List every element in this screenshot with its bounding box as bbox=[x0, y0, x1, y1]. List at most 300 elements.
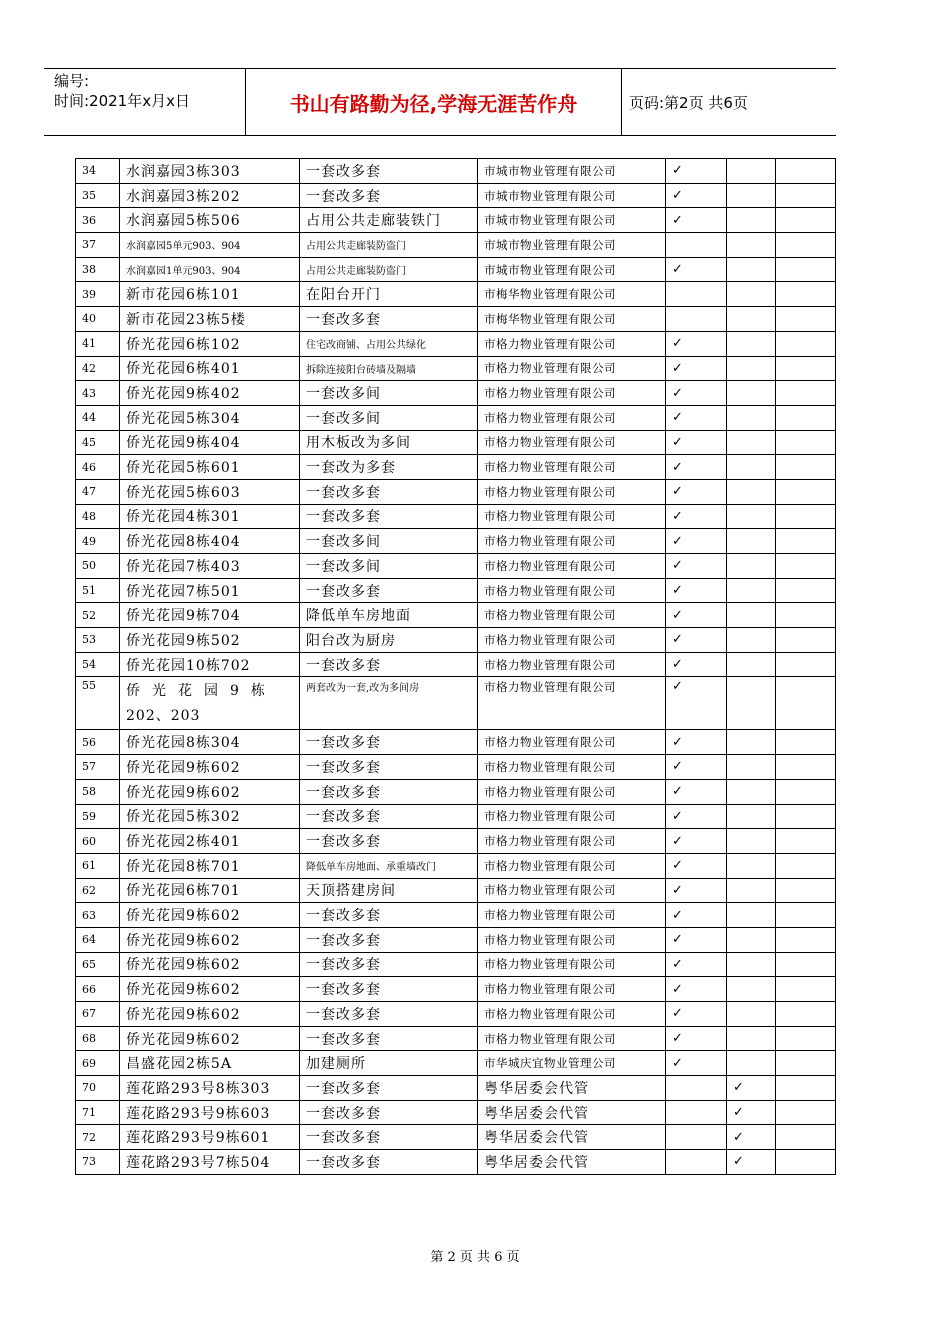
row-number: 47 bbox=[76, 479, 120, 504]
row-number: 50 bbox=[76, 554, 120, 579]
row-address: 侨光花园6栋401 bbox=[120, 356, 300, 381]
row-number: 73 bbox=[76, 1150, 120, 1175]
table-row bbox=[76, 356, 836, 381]
check-mark-icon: ✓ bbox=[666, 628, 727, 653]
row-number: 36 bbox=[76, 208, 120, 233]
row-number: 61 bbox=[76, 853, 120, 878]
row-check-b bbox=[727, 405, 776, 430]
row-manager: 市格力物业管理有限公司 bbox=[478, 927, 666, 952]
row-number: 35 bbox=[76, 183, 120, 208]
row-check-c bbox=[776, 479, 836, 504]
row-number: 56 bbox=[76, 730, 120, 755]
row-check-c bbox=[776, 381, 836, 406]
table-row bbox=[76, 1076, 836, 1101]
table-row bbox=[76, 504, 836, 529]
page-footer: 第 2 页 共 6 页 bbox=[430, 1250, 520, 1265]
row-check-b bbox=[727, 282, 776, 307]
check-mark-icon: ✓ bbox=[666, 331, 727, 356]
table-row bbox=[76, 755, 836, 780]
row-number: 40 bbox=[76, 307, 120, 332]
row-number: 34 bbox=[76, 159, 120, 184]
row-address: 侨光花园9栋602 bbox=[120, 977, 300, 1002]
row-number: 55 bbox=[76, 677, 120, 730]
check-mark-icon: ✓ bbox=[666, 356, 727, 381]
row-address: 新市花园23栋5楼 bbox=[120, 307, 300, 332]
row-check-c bbox=[776, 1026, 836, 1051]
row-manager: 市格力物业管理有限公司 bbox=[478, 381, 666, 406]
row-address: 侨光花园9栋602 bbox=[120, 779, 300, 804]
row-manager: 市格力物业管理有限公司 bbox=[478, 479, 666, 504]
row-violation: 一套改多套 bbox=[300, 952, 478, 977]
row-check-c bbox=[776, 755, 836, 780]
row-manager: 市格力物业管理有限公司 bbox=[478, 554, 666, 579]
row-check-c bbox=[776, 1150, 836, 1175]
row-number: 53 bbox=[76, 628, 120, 653]
row-address: 莲花路293号7栋504 bbox=[120, 1150, 300, 1175]
row-manager: 市格力物业管理有限公司 bbox=[478, 652, 666, 677]
row-violation: 一套改多套 bbox=[300, 504, 478, 529]
row-number: 52 bbox=[76, 603, 120, 628]
row-check-b bbox=[727, 479, 776, 504]
row-check-b bbox=[727, 927, 776, 952]
row-violation: 拆除连接阳台砖墙及隔墙 bbox=[300, 356, 478, 381]
table-row bbox=[76, 1125, 836, 1150]
row-address: 侨光花园9栋602 bbox=[120, 952, 300, 977]
row-violation: 一套改多套 bbox=[300, 829, 478, 854]
row-number: 62 bbox=[76, 878, 120, 903]
table-row bbox=[76, 829, 836, 854]
records-body bbox=[76, 159, 836, 1175]
header-page-label: 页码:第2页 共6页 bbox=[629, 93, 748, 112]
table-row bbox=[76, 652, 836, 677]
row-check-c bbox=[776, 853, 836, 878]
row-number: 58 bbox=[76, 779, 120, 804]
row-check-b bbox=[727, 578, 776, 603]
row-violation: 一套改多套 bbox=[300, 804, 478, 829]
time-label: 时间:2021年x月x日 bbox=[54, 92, 190, 110]
row-number: 51 bbox=[76, 578, 120, 603]
row-violation: 降低单车房地面 bbox=[300, 603, 478, 628]
row-check-b bbox=[727, 307, 776, 332]
check-mark-icon: ✓ bbox=[666, 529, 727, 554]
row-violation: 一套改多套 bbox=[300, 903, 478, 928]
row-manager: 市格力物业管理有限公司 bbox=[478, 977, 666, 1002]
row-address: 莲花路293号8栋303 bbox=[120, 1076, 300, 1101]
row-check-c bbox=[776, 331, 836, 356]
row-manager: 粤华居委会代管 bbox=[478, 1125, 666, 1150]
row-violation: 一套改多套 bbox=[300, 1125, 478, 1150]
row-violation: 阳台改为厨房 bbox=[300, 628, 478, 653]
row-number: 39 bbox=[76, 282, 120, 307]
row-address: 侨光花园5栋304 bbox=[120, 405, 300, 430]
row-check-c bbox=[776, 603, 836, 628]
check-mark-icon: ✓ bbox=[666, 381, 727, 406]
row-address: 侨光花园8栋304 bbox=[120, 730, 300, 755]
row-manager: 市格力物业管理有限公司 bbox=[478, 952, 666, 977]
row-check-b bbox=[727, 779, 776, 804]
header-meta bbox=[44, 69, 246, 135]
table-row bbox=[76, 554, 836, 579]
row-violation: 一套改多间 bbox=[300, 529, 478, 554]
check-mark-icon: ✓ bbox=[666, 183, 727, 208]
check-mark-icon: ✓ bbox=[666, 977, 727, 1002]
table-row bbox=[76, 578, 836, 603]
row-check-c bbox=[776, 405, 836, 430]
check-mark-icon: ✓ bbox=[666, 804, 727, 829]
row-violation: 降低单车房地面、承重墙改门 bbox=[300, 853, 478, 878]
row-check-b bbox=[727, 504, 776, 529]
row-check-a bbox=[666, 282, 727, 307]
row-number: 63 bbox=[76, 903, 120, 928]
row-check-b bbox=[727, 331, 776, 356]
records-table bbox=[75, 158, 836, 1175]
table-row bbox=[76, 183, 836, 208]
row-number: 66 bbox=[76, 977, 120, 1002]
row-check-c bbox=[776, 455, 836, 480]
number-label: 编号: bbox=[54, 72, 90, 90]
row-violation: 一套改多套 bbox=[300, 927, 478, 952]
row-manager: 粤华居委会代管 bbox=[478, 1076, 666, 1101]
row-number: 64 bbox=[76, 927, 120, 952]
row-manager: 市格力物业管理有限公司 bbox=[478, 903, 666, 928]
row-number: 71 bbox=[76, 1100, 120, 1125]
row-check-c bbox=[776, 829, 836, 854]
table-row bbox=[76, 307, 836, 332]
row-check-c bbox=[776, 903, 836, 928]
row-address: 侨光花园10栋702 bbox=[120, 652, 300, 677]
row-check-c bbox=[776, 504, 836, 529]
check-mark-icon: ✓ bbox=[666, 430, 727, 455]
row-number: 42 bbox=[76, 356, 120, 381]
row-violation: 一套改多套 bbox=[300, 755, 478, 780]
row-violation: 一套改多套 bbox=[300, 1150, 478, 1175]
row-address: 新市花园6栋101 bbox=[120, 282, 300, 307]
check-mark-icon: ✓ bbox=[727, 1150, 776, 1175]
check-mark-icon: ✓ bbox=[666, 755, 727, 780]
row-manager: 市格力物业管理有限公司 bbox=[478, 529, 666, 554]
row-address: 水润嘉园3栋202 bbox=[120, 183, 300, 208]
row-number: 37 bbox=[76, 233, 120, 258]
row-manager: 粤华居委会代管 bbox=[478, 1100, 666, 1125]
row-number: 38 bbox=[76, 257, 120, 282]
row-address: 侨光花园5栋302 bbox=[120, 804, 300, 829]
row-address bbox=[120, 677, 300, 730]
table-row bbox=[76, 804, 836, 829]
row-violation: 一套改多套 bbox=[300, 578, 478, 603]
row-check-b bbox=[727, 853, 776, 878]
row-check-c bbox=[776, 1125, 836, 1150]
row-address: 侨光花园9栋602 bbox=[120, 1026, 300, 1051]
row-number: 45 bbox=[76, 430, 120, 455]
row-number: 46 bbox=[76, 455, 120, 480]
row-manager: 市格力物业管理有限公司 bbox=[478, 405, 666, 430]
row-manager: 市格力物业管理有限公司 bbox=[478, 331, 666, 356]
check-mark-icon: ✓ bbox=[666, 479, 727, 504]
row-violation: 一套改多间 bbox=[300, 554, 478, 579]
row-manager: 市格力物业管理有限公司 bbox=[478, 455, 666, 480]
row-check-c bbox=[776, 554, 836, 579]
check-mark-icon: ✓ bbox=[666, 853, 727, 878]
row-check-b bbox=[727, 554, 776, 579]
row-number: 41 bbox=[76, 331, 120, 356]
row-check-b bbox=[727, 529, 776, 554]
row-violation: 占用公共走廊装防盗门 bbox=[300, 233, 478, 258]
row-manager: 市格力物业管理有限公司 bbox=[478, 829, 666, 854]
header-motto: 书山有路勤为径,学海无涯苦作舟 bbox=[246, 69, 622, 135]
row-manager: 市城市物业管理有限公司 bbox=[478, 233, 666, 258]
row-address: 侨光花园5栋601 bbox=[120, 455, 300, 480]
row-check-b bbox=[727, 1051, 776, 1076]
row-manager: 市格力物业管理有限公司 bbox=[478, 1002, 666, 1027]
row-address: 侨光花园2栋401 bbox=[120, 829, 300, 854]
row-number: 67 bbox=[76, 1002, 120, 1027]
row-check-b bbox=[727, 628, 776, 653]
row-violation: 一套改多套 bbox=[300, 159, 478, 184]
row-check-c bbox=[776, 257, 836, 282]
row-check-c bbox=[776, 1076, 836, 1101]
row-address: 侨光花园9栋602 bbox=[120, 1002, 300, 1027]
row-address: 侨光花园8栋404 bbox=[120, 529, 300, 554]
row-violation: 两套改为一套,改为多间房 bbox=[300, 677, 478, 730]
row-check-c bbox=[776, 233, 836, 258]
row-manager: 市格力物业管理有限公司 bbox=[478, 1026, 666, 1051]
table-row bbox=[76, 677, 836, 730]
table-row bbox=[76, 233, 836, 258]
row-check-b bbox=[727, 804, 776, 829]
row-check-c bbox=[776, 183, 836, 208]
row-violation: 一套改多套 bbox=[300, 1026, 478, 1051]
row-manager: 市格力物业管理有限公司 bbox=[478, 755, 666, 780]
row-number: 54 bbox=[76, 652, 120, 677]
row-check-b bbox=[727, 208, 776, 233]
row-violation: 在阳台开门 bbox=[300, 282, 478, 307]
table-row bbox=[76, 779, 836, 804]
row-check-b bbox=[727, 952, 776, 977]
row-manager: 市格力物业管理有限公司 bbox=[478, 578, 666, 603]
row-violation: 一套改多套 bbox=[300, 183, 478, 208]
row-violation: 住宅改商铺、占用公共绿化 bbox=[300, 331, 478, 356]
check-mark-icon: ✓ bbox=[666, 1002, 727, 1027]
row-check-c bbox=[776, 952, 836, 977]
table-row bbox=[76, 257, 836, 282]
row-check-c bbox=[776, 1100, 836, 1125]
row-check-c bbox=[776, 159, 836, 184]
row-check-c bbox=[776, 677, 836, 730]
row-violation: 一套改多套 bbox=[300, 730, 478, 755]
table-row bbox=[76, 455, 836, 480]
row-number: 59 bbox=[76, 804, 120, 829]
row-check-c bbox=[776, 628, 836, 653]
row-check-b bbox=[727, 356, 776, 381]
table-row bbox=[76, 405, 836, 430]
check-mark-icon: ✓ bbox=[666, 927, 727, 952]
check-mark-icon: ✓ bbox=[666, 1026, 727, 1051]
row-manager: 市格力物业管理有限公司 bbox=[478, 779, 666, 804]
row-check-b bbox=[727, 430, 776, 455]
row-violation: 一套改多间 bbox=[300, 381, 478, 406]
row-violation: 一套改多套 bbox=[300, 977, 478, 1002]
check-mark-icon: ✓ bbox=[666, 159, 727, 184]
row-address: 侨光花园9栋704 bbox=[120, 603, 300, 628]
row-number: 60 bbox=[76, 829, 120, 854]
table-row bbox=[76, 927, 836, 952]
table-row bbox=[76, 853, 836, 878]
row-check-b bbox=[727, 455, 776, 480]
check-mark-icon: ✓ bbox=[666, 677, 727, 730]
row-address: 水润嘉园5单元903、904 bbox=[120, 233, 300, 258]
row-check-c bbox=[776, 779, 836, 804]
row-address: 侨光花园9栋602 bbox=[120, 903, 300, 928]
check-mark-icon: ✓ bbox=[727, 1100, 776, 1125]
row-check-c bbox=[776, 1002, 836, 1027]
table-row bbox=[76, 1051, 836, 1076]
row-check-b bbox=[727, 730, 776, 755]
row-number: 49 bbox=[76, 529, 120, 554]
row-violation: 加建厕所 bbox=[300, 1051, 478, 1076]
check-mark-icon: ✓ bbox=[727, 1125, 776, 1150]
row-check-c bbox=[776, 1051, 836, 1076]
row-manager: 市城市物业管理有限公司 bbox=[478, 183, 666, 208]
row-violation: 一套改多套 bbox=[300, 652, 478, 677]
row-address: 侨光花园7栋403 bbox=[120, 554, 300, 579]
row-check-b bbox=[727, 603, 776, 628]
row-check-a bbox=[666, 1100, 727, 1125]
table-row bbox=[76, 381, 836, 406]
row-address: 侨光花园7栋501 bbox=[120, 578, 300, 603]
check-mark-icon: ✓ bbox=[666, 878, 727, 903]
page-header bbox=[44, 68, 836, 136]
row-violation: 占用公共走廊装铁门 bbox=[300, 208, 478, 233]
row-address: 水润嘉园5栋506 bbox=[120, 208, 300, 233]
row-number: 57 bbox=[76, 755, 120, 780]
row-check-b bbox=[727, 829, 776, 854]
table-row bbox=[76, 952, 836, 977]
row-check-b bbox=[727, 233, 776, 258]
row-manager: 市格力物业管理有限公司 bbox=[478, 878, 666, 903]
table-row bbox=[76, 1002, 836, 1027]
row-address: 侨光花园6栋701 bbox=[120, 878, 300, 903]
check-mark-icon: ✓ bbox=[666, 504, 727, 529]
table-row bbox=[76, 603, 836, 628]
row-manager: 市格力物业管理有限公司 bbox=[478, 504, 666, 529]
row-number: 65 bbox=[76, 952, 120, 977]
row-check-c bbox=[776, 804, 836, 829]
row-address-line2: 202、203 bbox=[126, 708, 201, 725]
check-mark-icon: ✓ bbox=[666, 829, 727, 854]
row-check-c bbox=[776, 356, 836, 381]
row-manager: 市格力物业管理有限公司 bbox=[478, 853, 666, 878]
row-check-c bbox=[776, 878, 836, 903]
row-check-c bbox=[776, 208, 836, 233]
row-number: 48 bbox=[76, 504, 120, 529]
row-check-a bbox=[666, 307, 727, 332]
table-row bbox=[76, 331, 836, 356]
table-row bbox=[76, 1026, 836, 1051]
row-address: 侨光花园4栋301 bbox=[120, 504, 300, 529]
row-check-c bbox=[776, 977, 836, 1002]
row-manager: 市城市物业管理有限公司 bbox=[478, 257, 666, 282]
row-address: 水润嘉园1单元903、904 bbox=[120, 257, 300, 282]
row-manager: 市格力物业管理有限公司 bbox=[478, 804, 666, 829]
row-manager: 市格力物业管理有限公司 bbox=[478, 430, 666, 455]
row-address: 侨光花园6栋102 bbox=[120, 331, 300, 356]
check-mark-icon: ✓ bbox=[666, 257, 727, 282]
table-row bbox=[76, 479, 836, 504]
row-manager: 市城市物业管理有限公司 bbox=[478, 208, 666, 233]
row-check-c bbox=[776, 730, 836, 755]
row-manager: 市格力物业管理有限公司 bbox=[478, 628, 666, 653]
table-row bbox=[76, 878, 836, 903]
row-manager: 粤华居委会代管 bbox=[478, 1150, 666, 1175]
row-check-b bbox=[727, 381, 776, 406]
row-manager: 市格力物业管理有限公司 bbox=[478, 603, 666, 628]
row-check-b bbox=[727, 977, 776, 1002]
row-address: 莲花路293号9栋601 bbox=[120, 1125, 300, 1150]
row-check-b bbox=[727, 652, 776, 677]
row-check-c bbox=[776, 927, 836, 952]
row-manager: 市华城庆宜物业管理公司 bbox=[478, 1051, 666, 1076]
row-check-b bbox=[727, 755, 776, 780]
row-check-b bbox=[727, 183, 776, 208]
row-address: 莲花路293号9栋603 bbox=[120, 1100, 300, 1125]
row-check-a bbox=[666, 1125, 727, 1150]
row-number: 72 bbox=[76, 1125, 120, 1150]
row-violation: 一套改为多套 bbox=[300, 455, 478, 480]
check-mark-icon: ✓ bbox=[666, 603, 727, 628]
check-mark-icon: ✓ bbox=[666, 405, 727, 430]
row-manager: 市格力物业管理有限公司 bbox=[478, 730, 666, 755]
row-check-b bbox=[727, 1026, 776, 1051]
row-check-b bbox=[727, 878, 776, 903]
row-violation: 一套改多套 bbox=[300, 779, 478, 804]
table-row bbox=[76, 730, 836, 755]
check-mark-icon: ✓ bbox=[666, 779, 727, 804]
row-address: 昌盛花园2栋5A bbox=[120, 1051, 300, 1076]
row-check-c bbox=[776, 307, 836, 332]
row-check-c bbox=[776, 652, 836, 677]
table-row bbox=[76, 628, 836, 653]
row-violation: 一套改多间 bbox=[300, 405, 478, 430]
row-check-b bbox=[727, 159, 776, 184]
check-mark-icon: ✓ bbox=[666, 952, 727, 977]
table-row bbox=[76, 529, 836, 554]
table-row bbox=[76, 1100, 836, 1125]
row-manager: 市城市物业管理有限公司 bbox=[478, 159, 666, 184]
table-row bbox=[76, 159, 836, 184]
row-check-c bbox=[776, 578, 836, 603]
row-violation: 用木板改为多间 bbox=[300, 430, 478, 455]
row-address: 水润嘉园3栋303 bbox=[120, 159, 300, 184]
table-row bbox=[76, 903, 836, 928]
row-address: 侨光花园9栋602 bbox=[120, 755, 300, 780]
row-address: 侨光花园8栋701 bbox=[120, 853, 300, 878]
row-violation: 占用公共走廊装防盗门 bbox=[300, 257, 478, 282]
row-number: 68 bbox=[76, 1026, 120, 1051]
check-mark-icon: ✓ bbox=[666, 208, 727, 233]
row-check-a bbox=[666, 1150, 727, 1175]
row-number: 43 bbox=[76, 381, 120, 406]
row-manager: 市格力物业管理有限公司 bbox=[478, 356, 666, 381]
row-check-b bbox=[727, 677, 776, 730]
table-row bbox=[76, 430, 836, 455]
row-violation: 一套改多套 bbox=[300, 479, 478, 504]
check-mark-icon: ✓ bbox=[666, 903, 727, 928]
row-address: 侨光花园9栋404 bbox=[120, 430, 300, 455]
check-mark-icon: ✓ bbox=[666, 554, 727, 579]
row-check-c bbox=[776, 529, 836, 554]
row-check-c bbox=[776, 430, 836, 455]
row-address: 侨光花园9栋602 bbox=[120, 927, 300, 952]
